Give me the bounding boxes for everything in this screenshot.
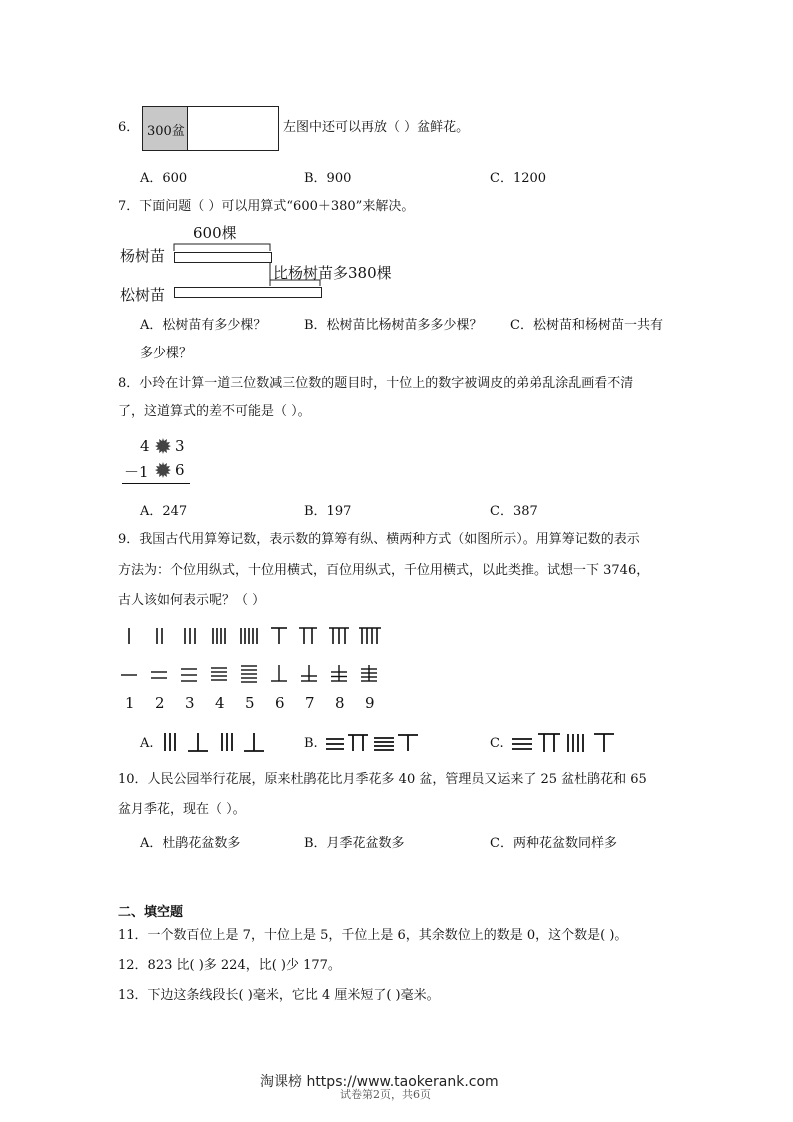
q8-option-c: C．387 bbox=[490, 504, 538, 519]
horizontal-rods-row bbox=[121, 665, 377, 682]
q7-bar-yang bbox=[174, 252, 272, 263]
smudge-icon bbox=[155, 438, 171, 454]
footer-page-number: 试卷第2页，共6页 bbox=[340, 1088, 431, 1101]
q13-text: 13．下边这条线段长( )毫米，它比 4 厘米短了( )毫米。 bbox=[118, 988, 440, 1003]
q7-row2-label: 松树苗 bbox=[120, 286, 166, 304]
rod-number-5: 5 bbox=[245, 694, 255, 712]
q7-row1-label: 杨树苗 bbox=[120, 247, 166, 265]
q10-option-c: C．两种花盆数同样多 bbox=[490, 836, 617, 851]
q7-option-a: A．松树苗有多少棵？ bbox=[140, 318, 267, 333]
rod-number-3: 3 bbox=[185, 694, 195, 712]
q12-text: 12．823 比( )多 224，比( )少 177。 bbox=[118, 958, 341, 973]
q9-option-a-label: A. bbox=[140, 736, 154, 751]
rod-number-6: 6 bbox=[275, 694, 285, 712]
q10-line1: 10．人民公园举行花展，原来杜鹃花比月季花多 40 盆，管理员又运来了 25 盆杜鹃花和 65 bbox=[118, 772, 647, 787]
q6-number: 6． bbox=[118, 120, 140, 135]
q9-option-b-rods bbox=[322, 730, 427, 756]
q8-line2: 了，这道算式的差不可能是（ ）。 bbox=[118, 404, 311, 419]
q7-option-c-cont: 多少棵？ bbox=[140, 346, 193, 361]
q6-option-a: A．600 bbox=[140, 171, 188, 186]
rod-number-4: 4 bbox=[215, 694, 225, 712]
q6-option-c: C．1200 bbox=[490, 171, 547, 186]
q9-line1: 9．我国古代用算筹记数，表示数的算筹有纵、横两种方式（如图所示）。用算筹记数的表示 bbox=[118, 532, 640, 547]
section-title: 二、填空题 bbox=[118, 905, 184, 920]
q7-top-brace-label: 600棵 bbox=[193, 224, 237, 242]
q6-option-b: B．900 bbox=[304, 171, 352, 186]
smudge-icon bbox=[155, 462, 171, 478]
q8-option-b: B．197 bbox=[304, 504, 352, 519]
rod-number-2: 2 bbox=[155, 694, 165, 712]
q10-option-b: B．月季花盆数多 bbox=[304, 836, 405, 851]
q7-bar-song bbox=[174, 287, 322, 298]
footer-watermark: 淘课榜 https://www.taokerank.com bbox=[260, 1074, 499, 1090]
rod-number-8: 8 bbox=[335, 694, 345, 712]
q8-bottom-ones: 6 bbox=[175, 461, 185, 479]
rod-number-9: 9 bbox=[365, 694, 375, 712]
q6-text: 左图中还可以再放（ ）盆鲜花。 bbox=[283, 120, 470, 135]
rod-number-1: 1 bbox=[125, 694, 135, 712]
q9-option-c-rods bbox=[508, 730, 618, 756]
q9-option-a-rods bbox=[158, 730, 268, 756]
q11-text: 11．一个数百位上是 7，十位上是 5，千位上是 6，其余数位上的数是 0，这个数是( )。 bbox=[118, 928, 628, 943]
q10-line2: 盆月季花，现在（ ）。 bbox=[118, 802, 246, 817]
q8-line1: 8．小玲在计算一道三位数减三位数的题目时，十位上的数字被调皮的弟弟乱涂乱画看不清 bbox=[118, 376, 634, 391]
q9-line2: 方法为：个位用纵式，十位用横式，百位用纵式，千位用横式，以此类推。试想一下 3746， bbox=[118, 563, 650, 578]
q9-line3: 古人该如何表示呢？（ ） bbox=[118, 593, 266, 608]
q8-top-hundreds: 4 bbox=[140, 437, 150, 455]
q10-option-a: A．杜鹃花盆数多 bbox=[140, 836, 241, 851]
q7-diff-label: 比杨树苗多380棵 bbox=[273, 264, 392, 282]
q9-option-b-label: B. bbox=[304, 736, 318, 751]
q6-box-diagram bbox=[142, 106, 279, 151]
vertical-rods-row bbox=[129, 628, 381, 644]
q8-underline bbox=[122, 483, 190, 484]
q8-option-a: A．247 bbox=[140, 504, 188, 519]
q8-top-ones: 3 bbox=[175, 437, 185, 455]
q8-bottom-hundreds: －1 bbox=[124, 463, 149, 481]
q9-option-c-label: C. bbox=[490, 736, 504, 751]
q7-option-c: C．松树苗和杨树苗一共有 bbox=[510, 318, 663, 333]
q7-text: 7．下面问题（ ）可以用算式“600＋380”来解决。 bbox=[118, 199, 415, 214]
rod-number-7: 7 bbox=[305, 694, 315, 712]
q6-box-label: 300盆 bbox=[147, 124, 185, 139]
q7-option-b: B．松树苗比杨树苗多多少棵？ bbox=[304, 318, 483, 333]
